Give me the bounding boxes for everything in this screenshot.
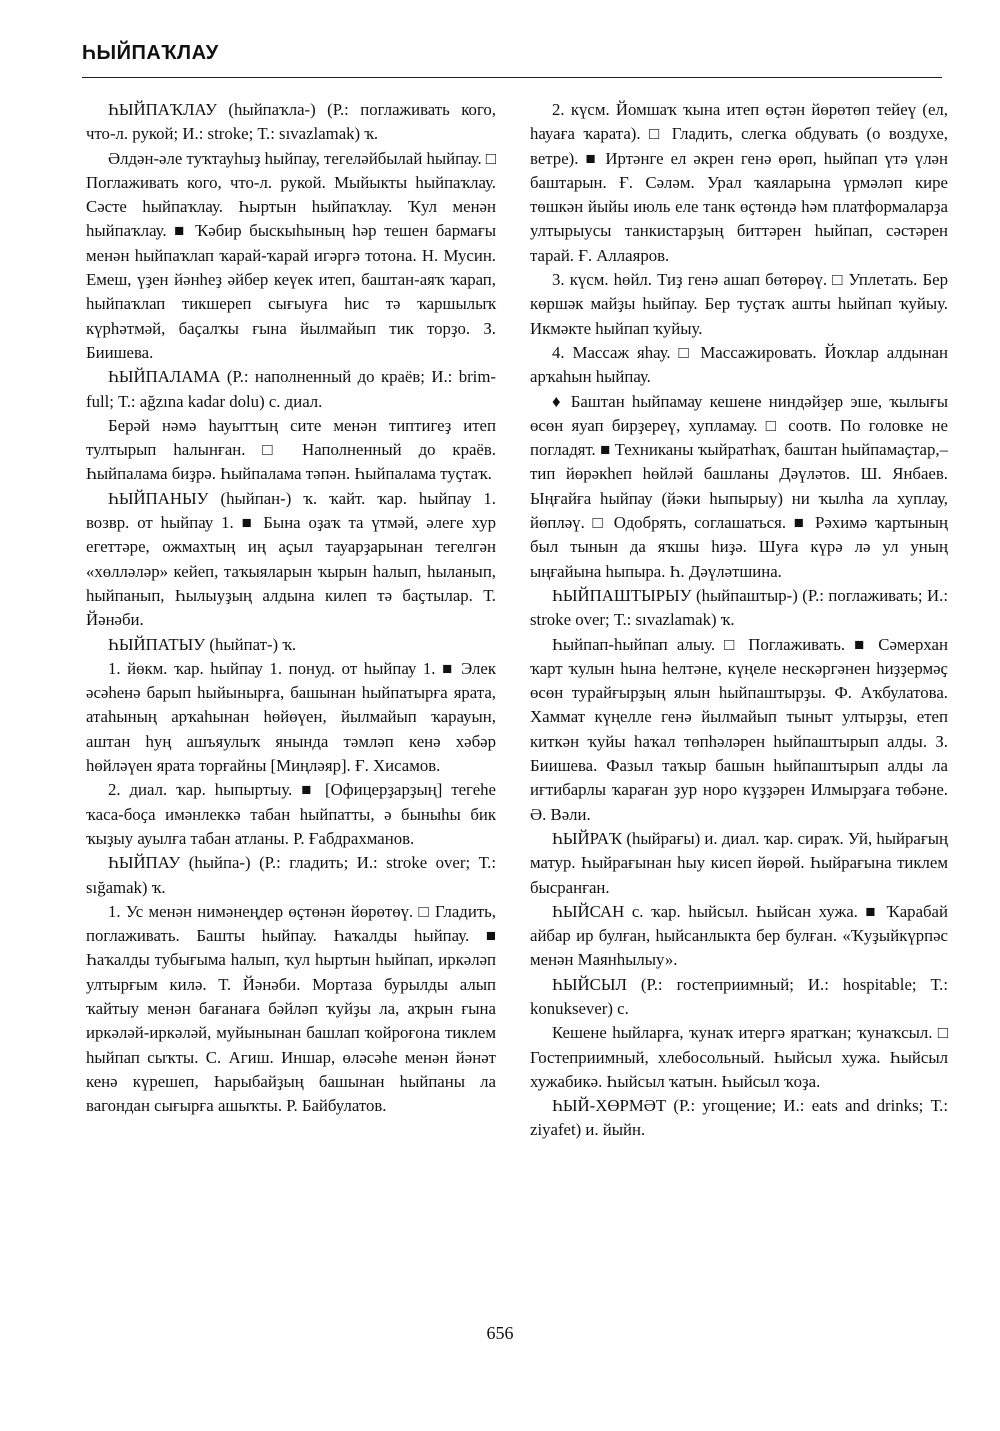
entry-paragraph: ҺЫЙПАЛАМА (Р.: наполненный до краёв; И.: brim-full; Т.: ağzına kadar dolu) с. диал.: [86, 367, 496, 411]
entry-paragraph: ҺЫЙПАНЫУ (һыйпан-) ҡ. ҡайт. ҡар. һыйпау 1. возвр. от һыйпау 1. ■ Бына оҙаҡ та үтмәй, әлеге хур егеттәре, ожмахтың иң аҫыл тауарҙарынан тегелгән «хөлләләр» кейеп, таҡыяларын ҡырын һалып, һыланып, һыйпанып, Һылыуҙың алдына килеп тә баҫтылар. Т. Йәнәби.: [86, 488, 496, 630]
entry-paragraph: 4. Массаж яһау. □ Массажировать. Йоҡлар алдынан арҡаһын һыйпау.: [530, 342, 948, 387]
entry-paragraph: Әлдән-әле туҡтауһыҙ һыйпау, тегеләйбылай һыйпау. □ Поглаживать кого, что-л. рукой. Мыйыкты һыйпаҡлау. Сәсте һыйпаҡлау. Һыртын һыйпаҡлау. Ҡул менән һыйпаҡлау. ■ Ҡәбир быскыһының һәр тешен бармағы менән һыйпаҡлап ҡарай-ҡарай игәргә тотона. Н. Мусин. Емеш, үҙен йәнһеҙ әйбер кеүек итеп, баштан-аяҡ ҡарап, һыйпаҡлап тикшереп сығыуға һис тә ҡаршылыҡ күрһәтмәй, баҫалҡы ғына йылмайып тик торҙо. З. Биишева.: [86, 148, 496, 362]
left-column: [86, 98, 496, 1118]
entry-paragraph: 1. Ус менән нимәнеңдер өҫтөнән йөрөтөү. □ Гладить, поглаживать. Башты һыйпау. Һаҡалды һыйпау. ■ Һаҡалды тубығыма һалып, ҡул һыртын һыйпап, иркәләп ултырғым килә. Т. Йәнәби. Мортаза бурылды алып ҡайтыу менән бағанаға бәйләп ҡуйҙы ла, аҡрын ғына иркәләй-иркәләй, муйынынан башлап ҡойроғона тиклем һыйпап сыҡты. С. Агиш. Иншар, өләсәһе менән йәнәт кенә күрешеп, Һарыбайҙың башынан һыйпаны ла вагондан сығырға ашыҡты. Р. Байбулатов.: [86, 901, 496, 1116]
entry-paragraph: ҺЫЙРАҠ (һыйрағы) и. диал. ҡар. сираҡ. Уй, һыйрағың матур. Һыйрағынан һыу кисеп йөрөй. Һыйрағына тиклем бысранған.: [530, 828, 948, 897]
entry-paragraph: ҺЫЙПАҠЛАУ (һыйпаҡла-) (Р.: поглаживать кого, что-л. рукой; И.: stroke; Т.: sıvazlamak) ҡ.: [86, 100, 496, 144]
entry-paragraph: ҺЫЙСАН с. ҡар. һыйсыл. Һыйсан хужа. ■ Ҡарабай айбар ир булған, һыйсанлыкта бер булған. «Ҡуҙыйкүрпәс менән Маянһылыу».: [530, 901, 948, 970]
entry-paragraph: Һыйпап-һыйпап алыу. □ Поглаживать. ■ Сәмерхан ҡарт ҡулын һына һелтәне, күңеле нескәргәнен һиҙҙермәҫ өсөн турайғырҙың ялын һыйпаштырҙы. Ф. Аҡбулатова. Хаммат күңелле генә йылмайып тыныт ултырҙы, етеп киткән ҡуйы һаҡал төпһәләрен һыйпаштырып алды. З. Биишева. Фазыл таҡыр башын һыйпаштырып алды ла иғтибарлы ҡараған ҙур норо күҙҙәрен Илмырҙаға төбәне. Ә. Вәли.: [530, 634, 948, 824]
entry-paragraph: 2. диал. ҡар. һыпыртыу. ■ [Офицерҙарҙың] тегеһе ҡаса-боҫа имәнлеккә табан һыйпатты, ә быныһы бик ҡыҙыу ауылға табан атланы. Р. Ғабдрахманов.: [86, 780, 496, 848]
running-title: ҺЫЙПАҠЛАУ: [82, 42, 219, 64]
entry-paragraph: ♦ Баштан һыйпамау кешене ниндәйҙер эше, ҡылығы өсөн яуап бирҙереү, хупламау. □ соотв. По головке не погладят. ■ Техниканы ҡыйратһаҡ, баштан һыйпамаҫтар,– тип йөрәкһеп һөйләй башланы Дәүләтов. Ш. Янбаев. Ыңғайға һыйпау (йәки һыпырыу) ни ҡылһа ла хуплау, йөпләү. □ Одобрять, соглашаться. ■ Рәхимә ҡартының был тынын да яҡшы һиҙә. Шуға күрә лә ул уның ыңғайына һыпыра. Һ. Дәүләтшина.: [530, 391, 948, 581]
right-column: [530, 98, 948, 1143]
entry-paragraph: ҺЫЙПАТЫУ (һыйпат-) ҡ.: [108, 634, 297, 654]
entry-paragraph: 1. йөкм. ҡар. һыйпау 1. понуд. от һыйпау 1. ■ Элек әсәһенә барып һыйынырға, башынан һыйпатырға ярата, атаһының арҡаһынан һөйөүен, йылмайып ҡарауын, аштан һуң ашъяулыҡ янында тәмләп кенә хәбәр һөйләүен ярата торғайны [Миңләяр]. Ғ. Хисамов.: [86, 658, 496, 776]
page-number: 656: [486, 1323, 514, 1343]
entry-paragraph: ҺЫЙ-ХӨРМӘТ (Р.: угощение; И.: eats and drinks; Т.: ziyafet) и. йыйн.: [530, 1096, 948, 1140]
entry-paragraph: ҺЫЙСЫЛ (Р.: гостеприимный; И.: hospitable; Т.: konuksever) с.: [530, 974, 948, 1018]
entry-paragraph: ҺЫЙПАУ (һыйпа-) (Р.: гладить; И.: stroke over; Т.: sığamak) ҡ.: [86, 853, 496, 897]
entry-paragraph: 3. күсм. һөйл. Тиҙ генә ашап бөтөрөү. □ Уплетать. Бер көршәк майҙы һыйпау. Бер туҫтаҡ ашты һыйпап ҡуйыу. Икмәкте һыйпап ҡуйыу.: [530, 270, 948, 338]
entry-paragraph: ҺЫЙПАШТЫРЫУ (һыйпаштыр-) (Р.: поглаживать; И.: stroke over; Т.: sıvazlamak) ҡ.: [530, 585, 948, 630]
entry-paragraph: Берәй нәмә һауыттың сите менән типтигеҙ итеп тултырып һалынған. □ Наполненный до краёв. Һыйпалама биҙрә. Һыйпалама тәпән. Һыйпалама туҫтаҡ.: [86, 415, 496, 484]
header-rule: [82, 77, 942, 78]
entry-paragraph: 2. күсм. Йомшаҡ ҡына итеп өҫтән йөрөтөп тейеү (ел, һауаға ҡарата). □ Гладить, слегка обдувать (о воздухе, ветре). ■ Иртәнге ел әкрен генә өрөп, һыйпап үтә үлән баштарын. Ғ. Сәләм. Урал ҡаяларына үрмәләп кире төшкән йыйы июль еле танк өҫтөндә һәм платформаларҙа ултырыусы танкистарҙың биттәрен һыйпап, сәстәрен тарай. Ғ. Аллаяров.: [530, 100, 948, 265]
entry-paragraph: Кешене һыйларға, ҡунаҡ итергә яратҡан; ҡунаҡсыл. □ Гостеприимный, хлебосольный. Һыйсыл хужа. Һыйсыл хужабикә. Һыйсыл ҡатын. Һыйсыл ҡоҙа.: [530, 1023, 948, 1091]
